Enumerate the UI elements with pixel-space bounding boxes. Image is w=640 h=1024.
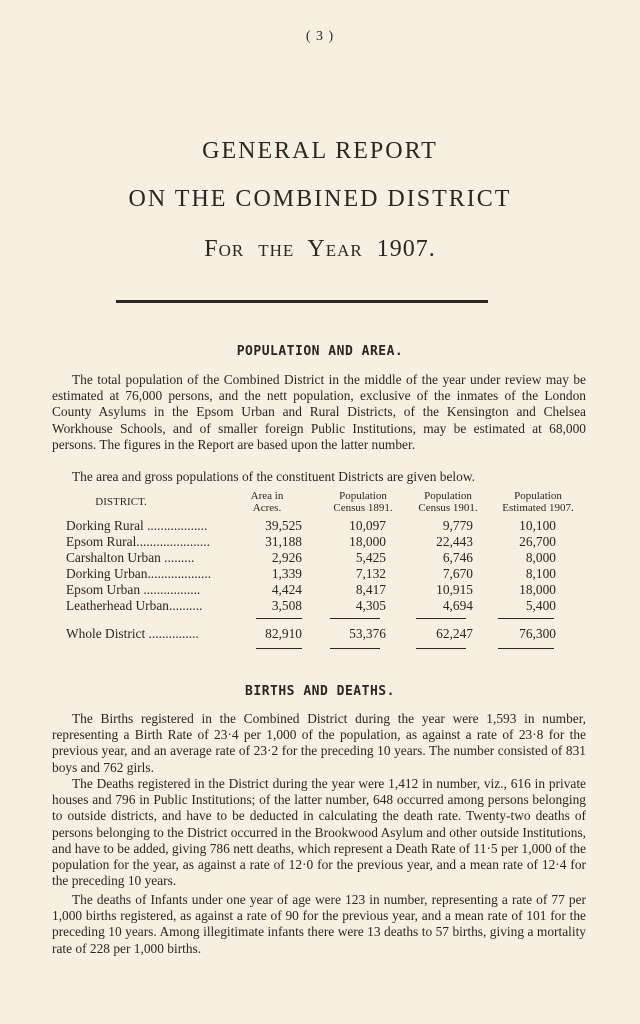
table-header-area: Area in Acres. [250, 490, 284, 514]
table-total-row: Whole District ............... 82,910 53,376 62,247 76,300 [66, 626, 556, 641]
table-header-district: DISTRICT. [95, 496, 147, 508]
table-row: Epsom Rural...................... 31,188 18,000 22,443 26,700 [66, 534, 556, 549]
title-word-the: THE [258, 241, 295, 260]
sum-rule [416, 618, 466, 619]
page-number: ( 3 ) [305, 29, 335, 44]
total-rule [416, 648, 466, 649]
sum-rule [498, 618, 554, 619]
title-word-year-rest: EAR [325, 241, 363, 260]
sum-rule [256, 618, 302, 619]
table-row: Epsom Urban ................. 4,424 8,417 10,915 18,000 [66, 582, 556, 597]
title-word-for-cap: F [204, 236, 219, 262]
table-header-census-1901: Population Census 1901. [418, 490, 478, 514]
table-header-census-1891: Population Census 1891. [333, 490, 393, 514]
table-row: Carshalton Urban ......... 2,926 5,425 6,746 8,000 [66, 550, 556, 565]
title-word-year-cap: Y [307, 236, 326, 262]
section-heading-population: POPULATION AND AREA. [236, 344, 404, 359]
population-paragraph-2: The area and gross populations of the constituent Districts are given below. [72, 469, 475, 484]
sum-rule [330, 618, 380, 619]
table-row: Dorking Rural .................. 39,525 10,097 9,779 10,100 [66, 518, 556, 533]
births-paragraph: The Births registered in the Combined District during the year were 1,593 in number, representing a Birth Rate of 23·4 per 1,000 of the population, as against a rate of 23·8 for the previous year, and an average rate of 23·2 for the preceding 10 years. The number consisted of 831 boys and 762 girls. [52, 711, 586, 775]
infant-deaths-paragraph: The deaths of Infants under one year of age were 123 in number, representing a rate of 77 per 1,000 births registered, as against a rate of 90 for the previous year, and a mean rate of 101 for the preceding 10 years. Among illegitimate infants there were 13 deaths to 57 births, giving a mortality rate of 228 per 1,000 births. [52, 892, 586, 956]
deaths-paragraph: The Deaths registered in the District during the year were 1,412 in number, viz., 616 in private houses and 796 in Public Institutions; of the latter number, 648 occurred among persons belonging to outside districts, and have to be deducted in calculating the death rate. Twenty-two deaths of persons belonging to the District occurred in the Brookwood Asylum and other outside Institutions, and have to be added, giving 786 nett deaths, which represent a Death Rate of 11·5 per 1,000 of the population for the year, as against a rate of 12·0 for the previous year, and a mean rate of 12·4 for the preceding 10 years. [52, 776, 586, 889]
total-rule [498, 648, 554, 649]
title-word-for-rest: OR [218, 241, 245, 260]
table-header-estimated-1907: Population Estimated 1907. [502, 490, 574, 514]
title-divider [116, 300, 488, 303]
total-rule [256, 648, 302, 649]
title-line-1: GENERAL REPORT [202, 138, 438, 164]
table-row: Leatherhead Urban.......... 3,508 4,305 4,694 5,400 [66, 598, 556, 613]
title-line-3 [0, 236, 640, 263]
total-rule [330, 648, 380, 649]
population-paragraph-1: The total population of the Combined District in the middle of the year under review may be estimated at 76,000 persons, and the nett population, exclusive of the inmates of the London County Asylums in the Epsom Urban and Rural Districts, of the Kensington and Chelsea Workhouse Schools, and of smaller foreign Public Institutions, may be estimated at 68,000 persons. The figures in the Report are based upon the latter number. [52, 372, 586, 452]
title-year: 1907. [376, 236, 436, 262]
section-heading-births-deaths: BIRTHS AND DEATHS. [245, 684, 395, 699]
title-line-2: ON THE COMBINED DISTRICT [128, 186, 512, 212]
table-row: Dorking Urban................... 1,339 7,132 7,670 8,100 [66, 566, 556, 581]
